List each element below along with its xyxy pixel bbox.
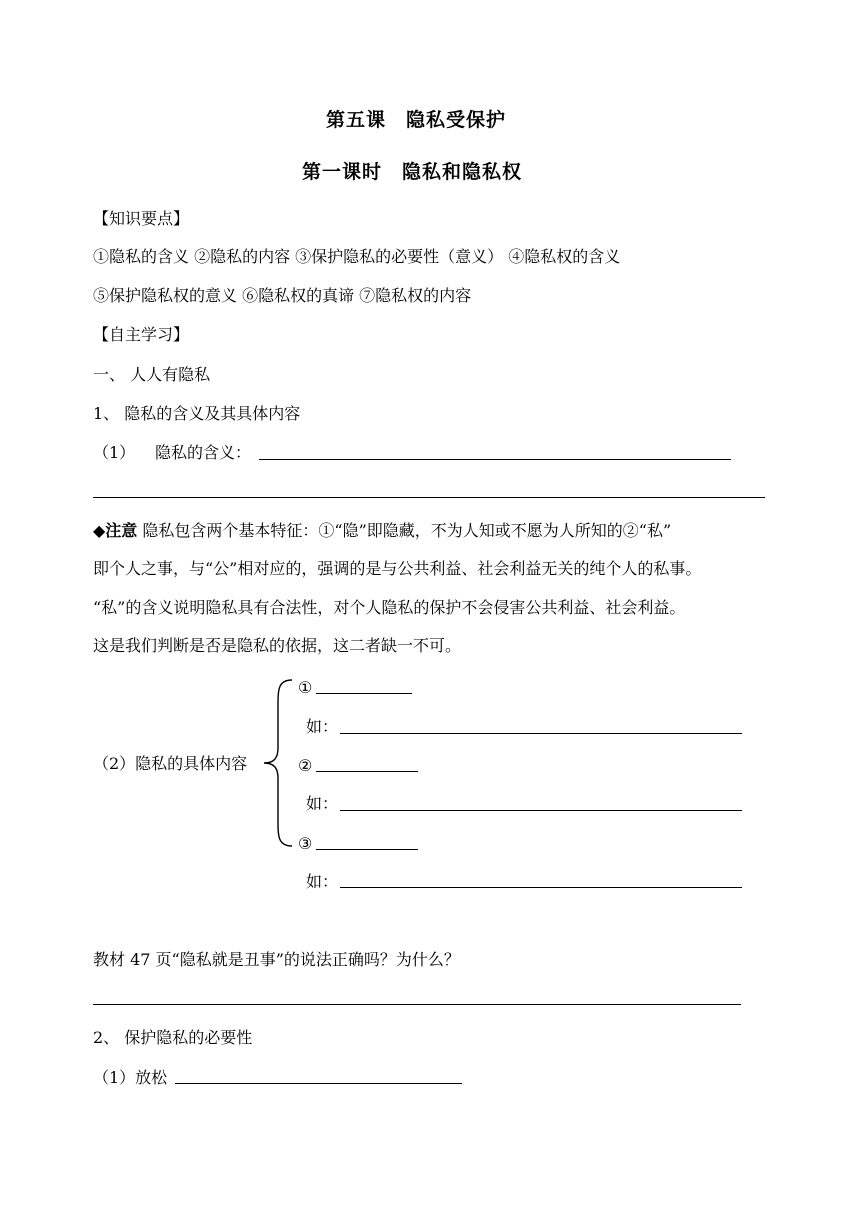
item-1-heading: 1、 隐私的含义及其具体内容: [93, 404, 301, 423]
answer-blank-item-1[interactable]: [316, 693, 412, 694]
question-1-label: 隐私的含义：: [155, 443, 252, 462]
answer-blank-q1[interactable]: [259, 459, 731, 460]
answer-blank-item-3[interactable]: [316, 849, 418, 850]
page-subtitle: 第一课时 隐私和隐私权: [302, 161, 523, 183]
page-title: 第五课 隐私受保护: [326, 109, 507, 131]
content-item-3-marker: ③: [298, 834, 313, 853]
question-3-label: （1）放松: [93, 1068, 168, 1087]
answer-blank-q1-continued[interactable]: [93, 497, 765, 498]
section-heading: 一、 人人有隐私: [93, 365, 211, 384]
content-item-2-example-label: 如：: [306, 794, 339, 813]
textbook-question: 教材 47 页“隐私就是丑事”的说法正确吗？为什么？: [93, 950, 460, 969]
note-label: ◆注意: [93, 521, 138, 540]
knowledge-header: 【知识要点】: [93, 209, 190, 228]
content-item-1-example-label: 如：: [306, 717, 339, 736]
knowledge-line-1: ①隐私的含义 ②隐私的内容 ③保护隐私的必要性（意义） ④隐私权的含义: [93, 247, 621, 266]
answer-blank-example-3[interactable]: [340, 887, 742, 888]
content-item-1-marker: ①: [298, 678, 313, 697]
note-line-2: 即个人之事，与“公”相对应的，强调的是与公共利益、社会利益无关的纯个人的私事。: [93, 559, 702, 578]
question-2-label: （2）隐私的具体内容: [93, 754, 248, 773]
knowledge-line-2: ⑤保护隐私权的意义 ⑥隐私权的真谛 ⑦隐私权的内容: [93, 286, 472, 305]
answer-blank-item-2[interactable]: [316, 771, 418, 772]
note-line-4: 这是我们判断是否是隐私的依据，这二者缺一不可。: [93, 636, 462, 655]
curly-brace-icon: [262, 676, 298, 850]
answer-blank-example-2[interactable]: [340, 810, 742, 811]
question-1-number: （1）: [93, 443, 136, 462]
self-study-header: 【自主学习】: [93, 325, 190, 344]
note-line-3: “私”的含义说明隐私具有合法性，对个人隐私的保护不会侵害公共利益、社会利益。: [93, 598, 686, 617]
answer-blank-q3[interactable]: [175, 1083, 462, 1084]
answer-blank-textbook[interactable]: [93, 1004, 741, 1005]
answer-blank-example-1[interactable]: [340, 733, 742, 734]
note-text-1: 隐私包含两个基本特征：①“隐”即隐藏，不为人知或不愿为人所知的②“私”: [142, 521, 672, 540]
content-item-3-example-label: 如：: [306, 872, 339, 891]
item-2-heading: 2、 保护隐私的必要性: [93, 1028, 253, 1047]
content-item-2-marker: ②: [298, 756, 313, 775]
note-line-1: [93, 521, 671, 541]
